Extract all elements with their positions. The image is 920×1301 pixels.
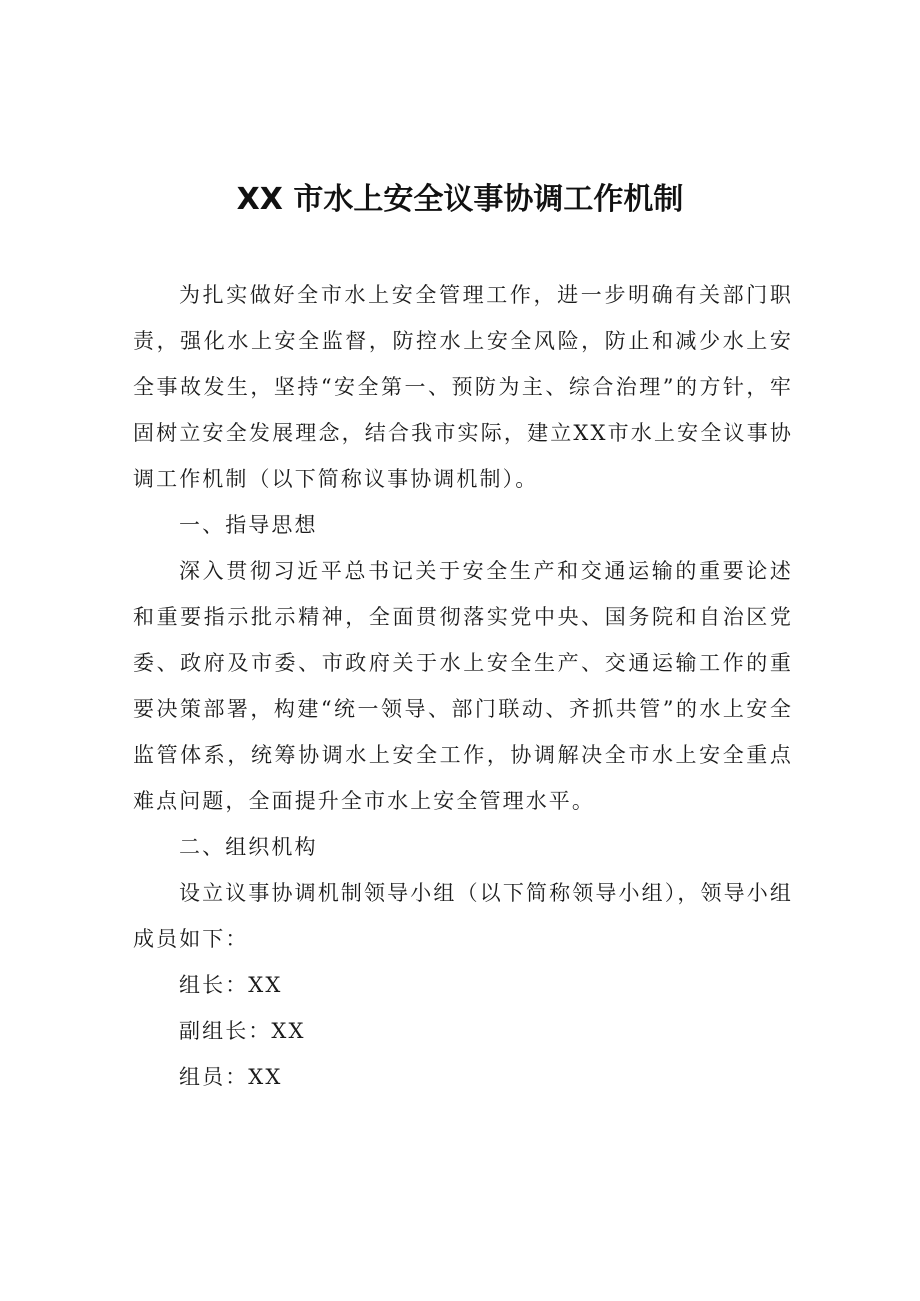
intro-paragraph: 为扎实做好全市水上安全管理工作，进一步明确有关部门职责，强化水上安全监督，防控水上安全风险，防止和减少水上安全事故发生，坚持“安全第一、预防为主、综合治理”的方针，牢固树立安全发展理念，结合我市实际，建立XX市水上安全议事协调工作机制（以下简称议事协调机制）。 — [133, 283, 793, 491]
section-one-paragraph: 深入贯彻习近平总书记关于安全生产和交通运输的重要论述和重要指示批示精神，全面贯彻落实党中央、国务院和自治区党委、政府及市委、市政府关于水上安全生产、交通运输工作的重要决策部署，构建“统一领导、部门联动、齐抓共管”的水上安全监管体系，统筹协调水上安全工作，协调解决全市水上安全重点难点问题，全面提升全市水上安全管理水平。 — [133, 559, 793, 813]
member-leader: 组长：XX — [179, 973, 283, 997]
document-title: XX 市水上安全议事协调工作机制 — [236, 182, 684, 217]
member-deputy-leader: 副组长：XX — [179, 1019, 306, 1043]
section-two-heading: 二、组织机构 — [179, 835, 318, 859]
section-one-heading: 一、指导思想 — [179, 513, 318, 537]
member-members: 组员：XX — [179, 1065, 283, 1089]
section-two-paragraph: 设立议事协调机制领导小组（以下简称领导小组），领导小组成员如下： — [133, 881, 793, 951]
